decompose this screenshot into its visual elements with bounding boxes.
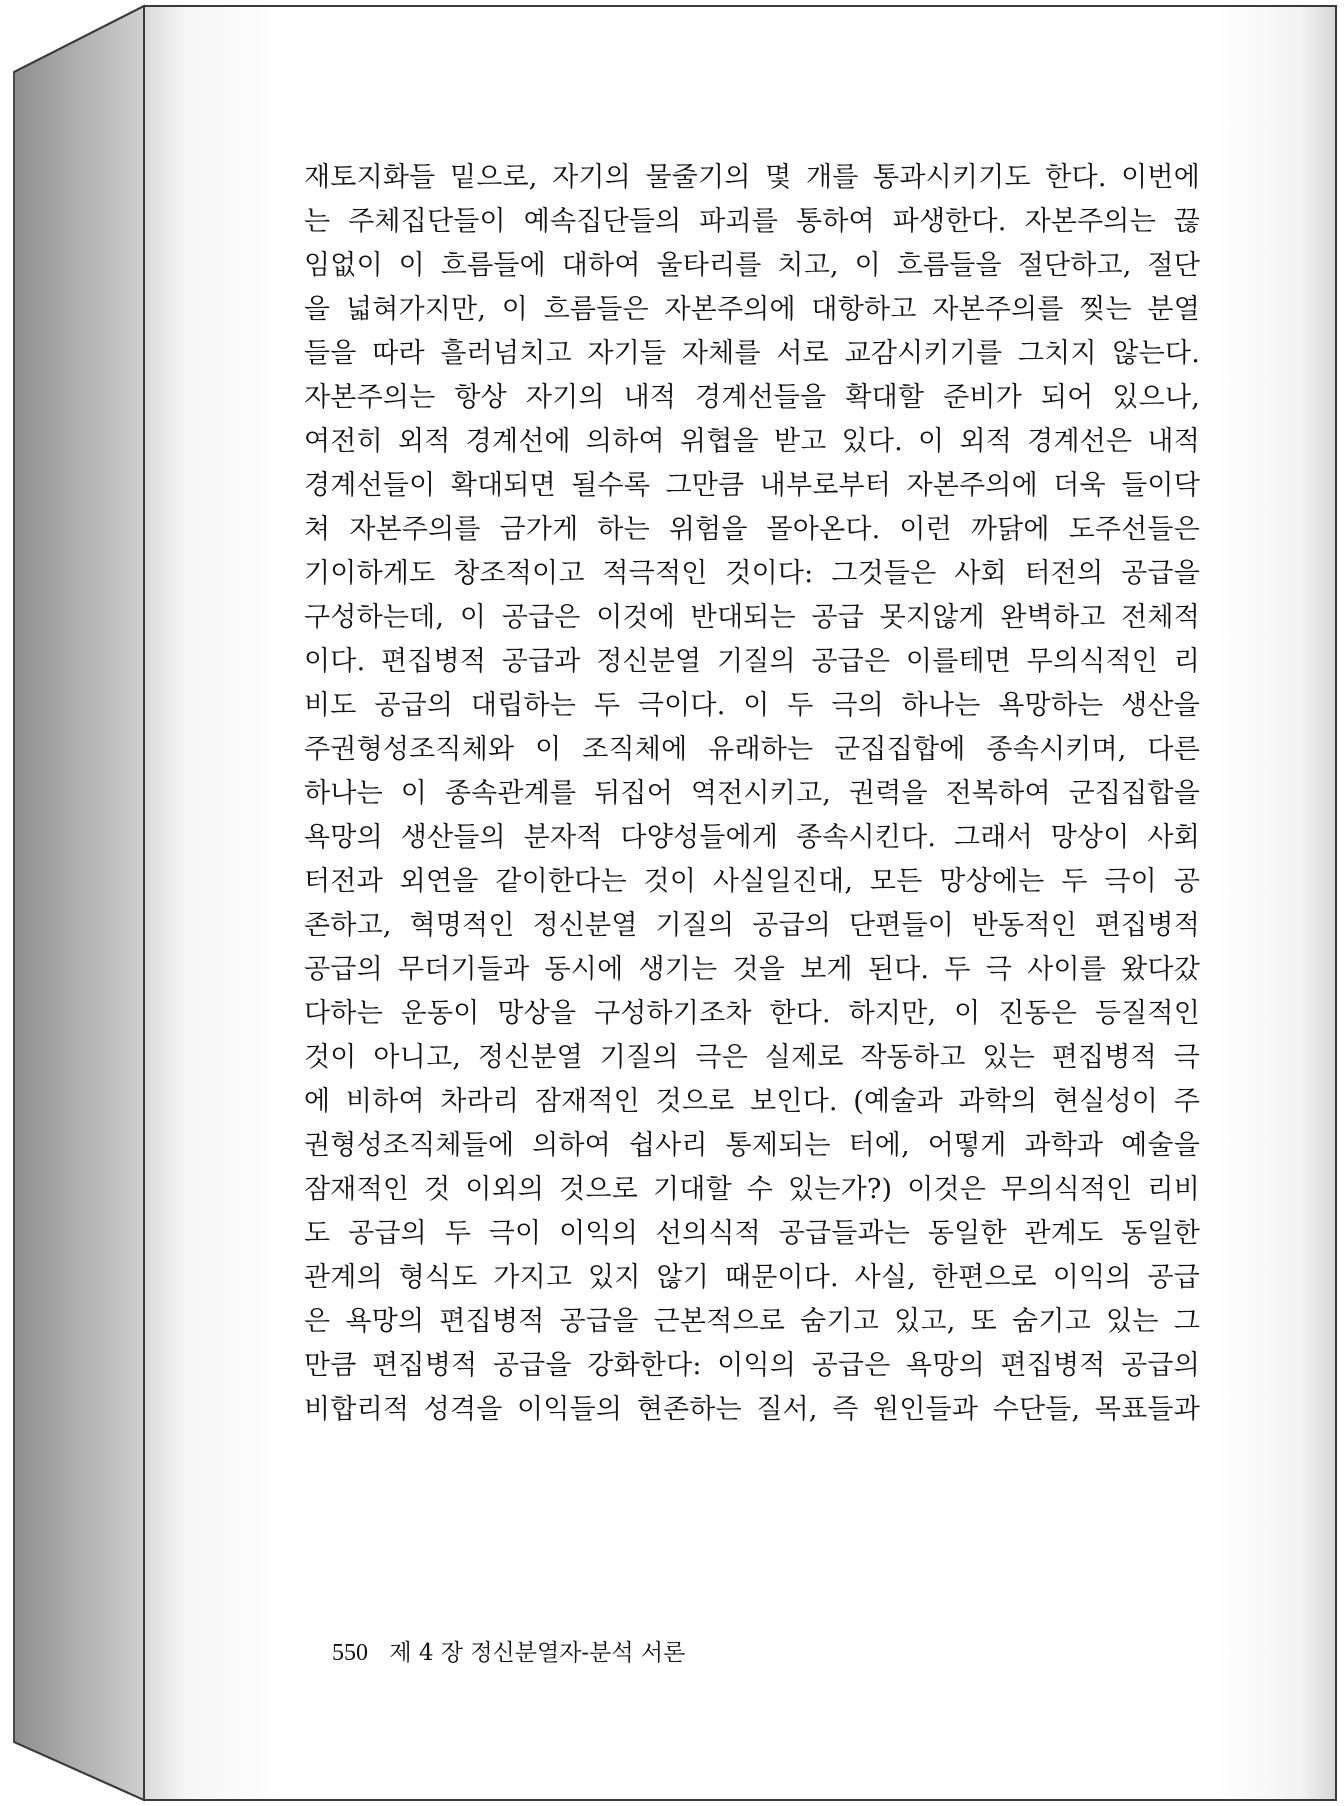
text-line: 이다. 편집병적 공급과 정신분열 기질의 공급은 이를테면 무의식적인 리 xyxy=(304,646,1200,677)
text-line: 들을 따라 흘러넘치고 자기들 자체를 서로 교감시키기를 그치지 않는다. xyxy=(304,338,1200,369)
text-line: 는 주체집단들이 예속집단들의 파괴를 통하여 파생한다. 자본주의는 끊 xyxy=(304,206,1200,237)
text-line: 공급의 무더기들과 동시에 생기는 것을 보게 된다. 두 극 사이를 왔다갔 xyxy=(304,954,1200,985)
text-line: 다하는 운동이 망상을 구성하기조차 한다. 하지만, 이 진동은 등질적인 xyxy=(304,998,1200,1029)
book-page xyxy=(144,6,1336,1800)
text-line: 쳐 자본주의를 금가게 하는 위험을 몰아온다. 이런 까닭에 도주선들은 xyxy=(304,514,1200,545)
text-line: 만큼 편집병적 공급을 강화한다: 이익의 공급은 욕망의 편집병적 공급의 xyxy=(304,1350,1200,1381)
text-line: 경계선들이 확대되면 될수록 그만큼 내부로부터 자본주의에 더욱 들이닥 xyxy=(304,470,1200,501)
body-text xyxy=(304,156,1200,1432)
text-line: 기이하게도 창조적이고 적극적인 것이다: 그것들은 사회 터전의 공급을 xyxy=(304,558,1200,589)
text-line: 자본주의는 항상 자기의 내적 경계선들을 확대할 준비가 되어 있으나, xyxy=(304,382,1200,413)
text-line: 권형성조직체들에 의하여 쉽사리 통제되는 터에, 어떻게 과학과 예술을 xyxy=(304,1130,1200,1161)
page-number: 550 xyxy=(332,1640,368,1666)
text-line: 잠재적인 것 이외의 것으로 기대할 수 있는가?) 이것은 무의식적인 리비 xyxy=(304,1174,1200,1205)
book-spine xyxy=(14,6,144,1800)
text-line: 존하고, 혁명적인 정신분열 기질의 공급의 단편들이 반동적인 편집병적 xyxy=(304,910,1200,941)
text-line: 여전히 외적 경계선에 의하여 위협을 받고 있다. 이 외적 경계선은 내적 xyxy=(304,426,1200,457)
text-line: 하나는 이 종속관계를 뒤집어 역전시키고, 권력을 전복하여 군집집합을 xyxy=(304,778,1200,809)
text-line: 비합리적 성격을 이익들의 현존하는 질서, 즉 원인들과 수단들, 목표들과 xyxy=(304,1394,1200,1425)
text-line: 을 넓혀가지만, 이 흐름들은 자본주의에 대항하고 자본주의를 찢는 분열 xyxy=(304,294,1200,325)
text-line: 은 욕망의 편집병적 공급을 근본적으로 숨기고 있고, 또 숨기고 있는 그 xyxy=(304,1306,1200,1337)
text-line: 도 공급의 두 극이 이익의 선의식적 공급들과는 동일한 관계도 동일한 xyxy=(304,1218,1200,1249)
text-line: 터전과 외연을 같이한다는 것이 사실일진대, 모든 망상에는 두 극이 공 xyxy=(304,866,1200,897)
text-line: 재토지화들 밑으로, 자기의 물줄기의 몇 개를 통과시키기도 한다. 이번에 xyxy=(304,162,1200,193)
text-line: 에 비하여 차라리 잠재적인 것으로 보인다. (예술과 과학의 현실성이 주 xyxy=(304,1086,1200,1117)
page-footer xyxy=(332,1633,685,1673)
text-line: 구성하는데, 이 공급은 이것에 반대되는 공급 못지않게 완벽하고 전체적 xyxy=(304,602,1200,633)
running-title: 제 4 장 정신분열자-분석 서론 xyxy=(389,1640,686,1666)
text-line: 것이 아니고, 정신분열 기질의 극은 실제로 작동하고 있는 편집병적 극 xyxy=(304,1042,1200,1073)
text-line: 임없이 이 흐름들에 대하여 울타리를 치고, 이 흐름들을 절단하고, 절단 xyxy=(304,250,1200,281)
text-line: 비도 공급의 대립하는 두 극이다. 이 두 극의 하나는 욕망하는 생산을 xyxy=(304,690,1200,721)
text-line: 관계의 형식도 가지고 있지 않기 때문이다. 사실, 한편으로 이익의 공급 xyxy=(304,1262,1200,1293)
text-line: 주권형성조직체와 이 조직체에 유래하는 군집집합에 종속시키며, 다른 xyxy=(304,734,1200,765)
text-line: 욕망의 생산들의 분자적 다양성들에게 종속시킨다. 그래서 망상이 사회 xyxy=(304,822,1200,853)
